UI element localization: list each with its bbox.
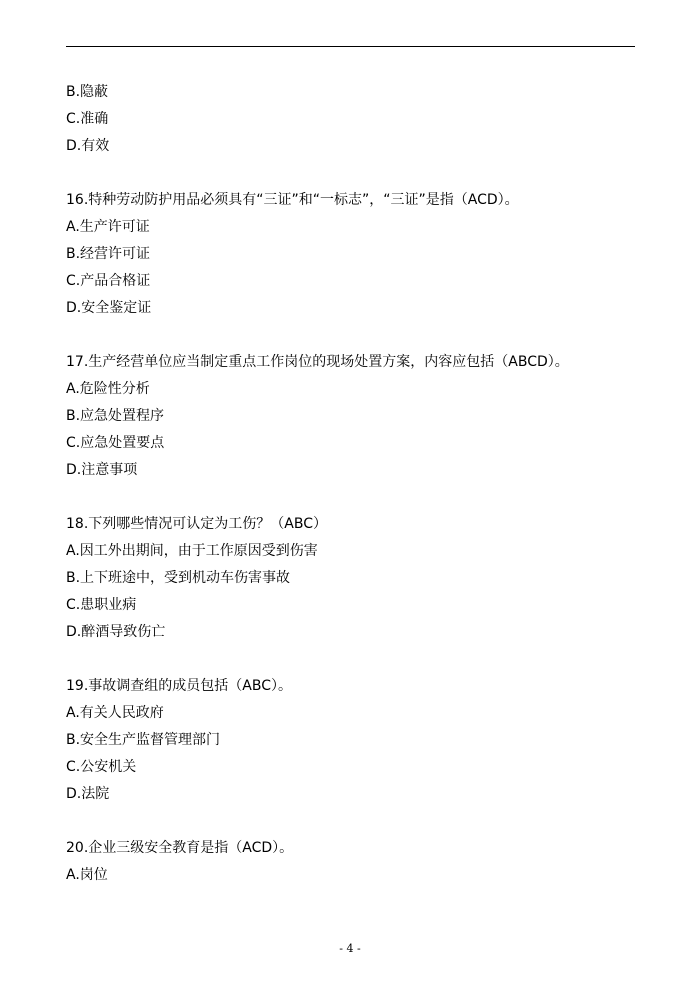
option-item: D.有效	[66, 138, 110, 154]
option-item: A.岗位	[66, 867, 108, 883]
option-item: D.醉酒导致伤亡	[66, 624, 166, 640]
option-item: D.注意事项	[66, 462, 138, 478]
header-rule	[66, 46, 635, 47]
question-block	[66, 838, 635, 885]
option-item: B.应急处置程序	[66, 408, 165, 424]
option-item: A.因工外出期间，由于工作原因受到伤害	[66, 543, 318, 559]
option-item: A.有关人民政府	[66, 705, 164, 721]
option-item: C.应急处置要点	[66, 435, 165, 451]
option-item: C.患职业病	[66, 597, 137, 613]
option-item: A.生产许可证	[66, 219, 150, 235]
option-item: B.安全生产监督管理部门	[66, 732, 221, 748]
question-text: 16.特种劳动防护用品必须具有“三证”和“一标志”，“三证”是指（ACD）。	[66, 192, 519, 208]
question-text: 20.企业三级安全教育是指（ACD）。	[66, 840, 294, 856]
question-block	[66, 352, 635, 480]
option-item: A.危险性分析	[66, 381, 150, 397]
option-item: C.准确	[66, 111, 109, 127]
document-body	[66, 82, 635, 885]
question-text: 19.事故调查组的成员包括（ABC）。	[66, 678, 292, 694]
question-text: 17.生产经营单位应当制定重点工作岗位的现场处置方案，内容应包括（ABCD）。	[66, 354, 569, 370]
question-block	[66, 514, 635, 642]
question-block	[66, 676, 635, 804]
question-block	[66, 190, 635, 318]
option-item: C.产品合格证	[66, 273, 151, 289]
option-item: B.上下班途中，受到机动车伤害事故	[66, 570, 291, 586]
question-text: 18.下列哪些情况可认定为工伤？（ABC）	[66, 516, 327, 532]
option-item: B.隐蔽	[66, 84, 109, 100]
option-item: D.安全鉴定证	[66, 300, 152, 316]
option-item: B.经营许可证	[66, 246, 151, 262]
page-number: - 4 -	[339, 942, 361, 955]
option-item: C.公安机关	[66, 759, 137, 775]
option-item: D.法院	[66, 786, 110, 802]
